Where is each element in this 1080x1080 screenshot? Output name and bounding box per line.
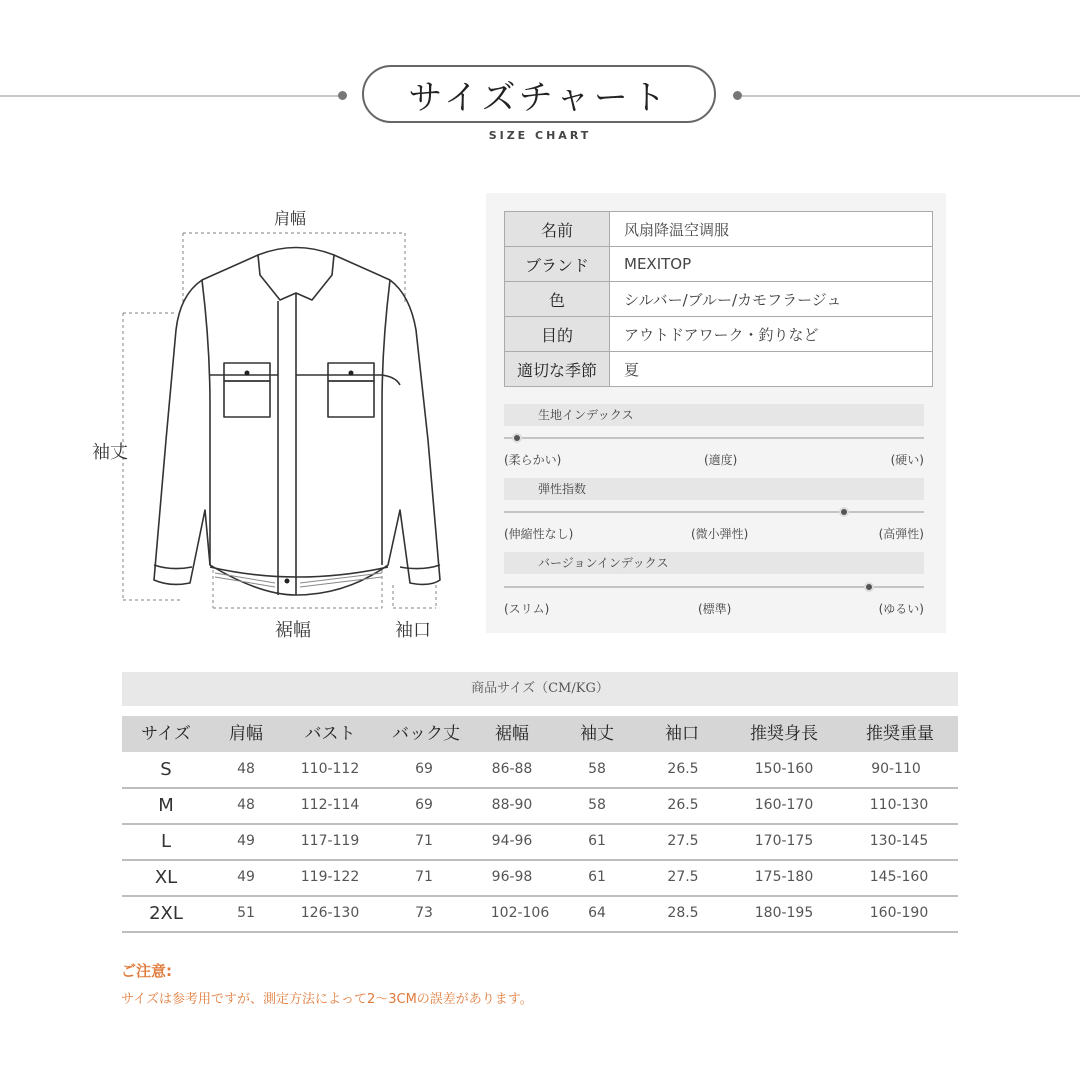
scale-label-right: (高弾性) [878,527,924,541]
label-cuff: 袖口 [395,620,431,641]
scale-label-mid: (標準) [698,602,732,616]
table-cell: 61 [588,833,606,849]
scale-label-left: (伸縮性なし) [504,527,574,541]
table-cell: 69 [415,797,433,813]
note-text: サイズは参考用ですが、測定方法によって2〜3CMの誤差があります。 [121,992,533,1007]
info-key: 適切な季節 [505,352,610,387]
header-dot-left [338,91,347,100]
table-cell: 48 [237,797,255,813]
scale-label-left: (柔らかい) [504,453,562,467]
header-dot-right [733,91,742,100]
table-cell: 58 [588,761,606,777]
scale-label-mid: (適度) [704,453,738,467]
table-cell: 110-130 [869,797,929,813]
table-cell: 180-195 [754,905,814,921]
table-cell: 48 [237,761,255,777]
table-cell: 71 [415,869,433,885]
scale-label-right: (硬い) [890,453,924,467]
scale-track [504,437,924,439]
table-cell: XL [154,867,178,888]
scale-track [504,586,924,588]
table-cell: 49 [237,869,255,885]
table-cell: 160-190 [869,905,929,921]
table-cell: 110-112 [300,761,360,777]
header-line-left [0,95,340,97]
table-cell: 49 [237,833,255,849]
table-cell: 170-175 [754,833,814,849]
info-value: MEXITOP [610,247,933,282]
scale-title: バージョンインデックス [504,552,924,574]
scale-label-mid: (微小弾性) [691,527,749,541]
scale-label-right: (ゆるい) [878,602,924,616]
table-cell: 175-180 [754,869,814,885]
table-cell: 160-170 [754,797,814,813]
note-title: ご注意: [121,962,172,980]
size-table-header [122,716,958,752]
product-info-table [504,211,933,387]
table-cell: M [158,795,174,816]
info-row [505,352,933,387]
table-cell: 64 [588,905,606,921]
label-sleeve-length: 袖丈 [92,442,128,463]
label-shoulder: 肩幅 [274,209,307,228]
header-cell: サイズ [141,724,191,744]
table-cell: 71 [415,833,433,849]
table-cell: 27.5 [667,833,699,849]
table-cell: 102-106 [490,905,550,921]
table-cell: S [160,759,172,780]
info-value: シルバー/ブルー/カモフラージュ [610,282,933,317]
table-cell: 94-96 [491,833,533,849]
info-key: 色 [505,282,610,317]
table-cell: L [160,831,172,852]
table-cell: 61 [588,869,606,885]
table-cell: 28.5 [667,905,699,921]
page-subtitle: SIZE CHART [488,129,592,142]
table-cell: 145-160 [869,869,929,885]
header-cell: バスト [304,724,356,744]
table-cell: 88-90 [491,797,533,813]
table-cell: 27.5 [667,869,699,885]
scale-track [504,511,924,513]
header-cell: 袖口 [665,724,699,744]
scale-title: 弾性指数 [504,478,924,500]
table-cell: 96-98 [491,869,533,885]
label-hem: 裾幅 [275,620,311,641]
table-row [122,752,958,789]
table-cell: 90-110 [871,761,921,777]
page-title: サイズチャート [362,65,716,123]
header-cell: 肩幅 [229,724,263,744]
scale-label-left: (スリム) [504,602,550,616]
info-value: 夏 [610,352,933,387]
table-cell: 69 [415,761,433,777]
table-cell: 73 [415,905,433,921]
table-cell: 126-130 [300,905,360,921]
table-cell: 2XL [149,903,183,924]
info-key: ブランド [505,247,610,282]
table-cell: 117-119 [300,833,360,849]
table-cell: 150-160 [754,761,814,777]
info-value: アウトドアワーク・釣りなど [610,317,933,352]
scale-marker [512,433,522,443]
table-cell: 58 [588,797,606,813]
info-value: 风扇降温空调服 [610,212,933,247]
header-cell: 袖丈 [580,724,614,744]
table-row [122,824,958,861]
table-cell: 130-145 [869,833,929,849]
header-cell: 裾幅 [495,724,529,744]
table-cell: 51 [237,905,255,921]
info-row [505,212,933,247]
table-cell: 112-114 [300,797,360,813]
table-cell: 86-88 [491,761,533,777]
size-table-caption: 商品サイズ（CM/KG） [122,672,958,706]
table-row [122,896,958,933]
header-cell: 推奨身長 [750,724,818,744]
info-key: 名前 [505,212,610,247]
jacket-diagram [110,225,450,620]
table-row [122,788,958,825]
table-cell: 26.5 [667,761,699,777]
header-line-right [742,95,1080,97]
table-cell: 119-122 [300,869,360,885]
scale-title: 生地インデックス [504,404,924,426]
info-row [505,282,933,317]
table-cell: 26.5 [667,797,699,813]
info-row [505,247,933,282]
header-cell: バック丈 [392,724,460,744]
info-key: 目的 [505,317,610,352]
info-row [505,317,933,352]
table-row [122,860,958,897]
header-cell: 推奨重量 [866,724,934,744]
